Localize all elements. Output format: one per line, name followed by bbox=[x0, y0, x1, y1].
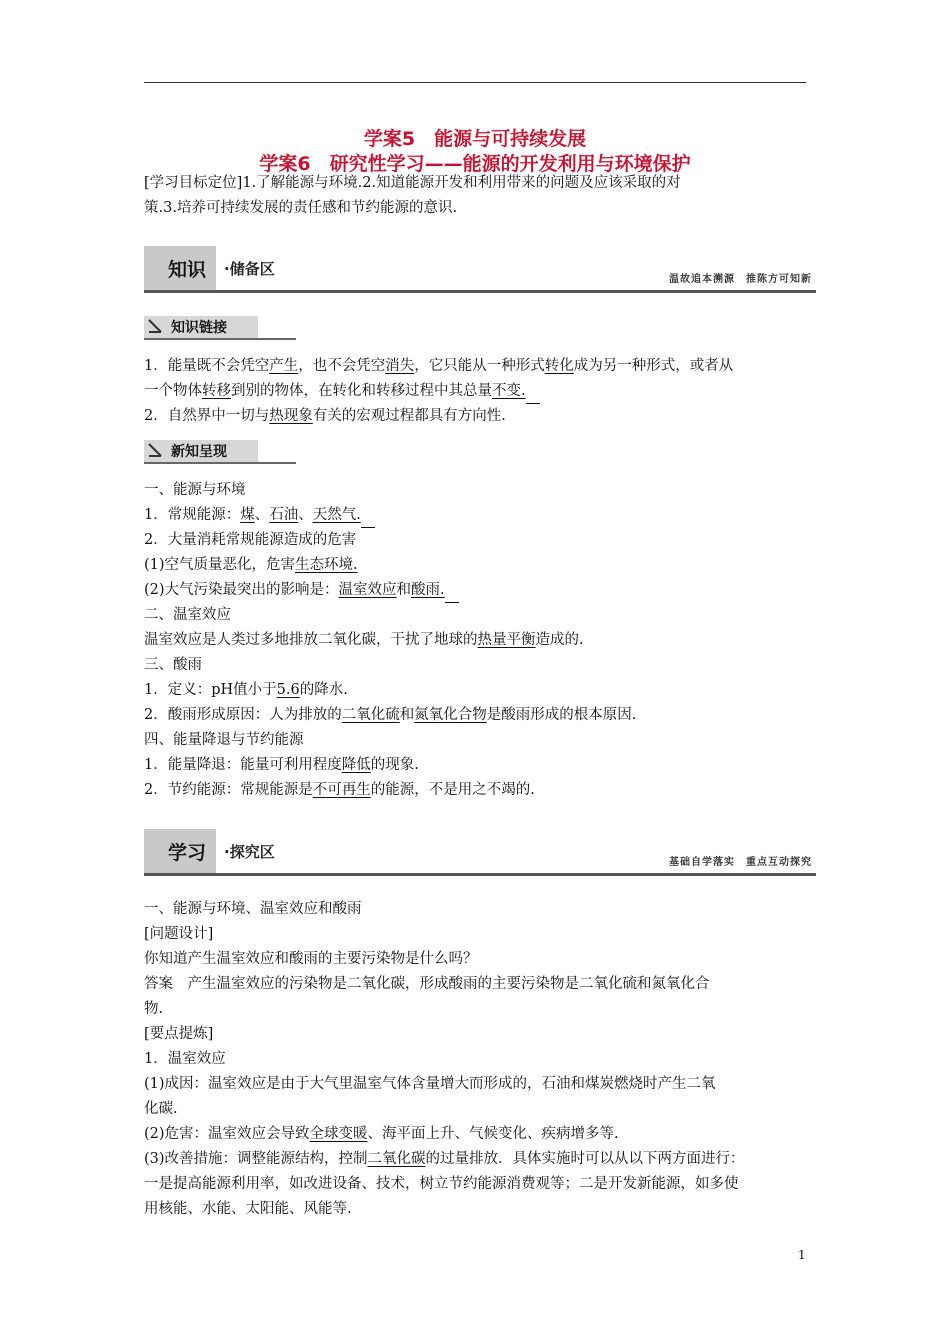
line-save-energy: 2．节约能源：常规能源是不可再生的能源，不是用之不竭的. bbox=[144, 782, 535, 798]
point-greenhouse: 1．温室效应 bbox=[144, 1051, 226, 1067]
diagonal-mark-icon bbox=[148, 319, 162, 333]
banner-subtitle: ·储备区 bbox=[224, 260, 275, 278]
subheading-label: 知识链接 bbox=[171, 320, 227, 336]
measures-line-1: (3)改善措施：调整能源结构，控制二氧化碳的过量排放．具体实施时可以从以下两方面进行： bbox=[144, 1151, 745, 1167]
answer-line-2: 物. bbox=[144, 1001, 164, 1017]
diagonal-mark-icon bbox=[148, 443, 162, 457]
subheading-new-knowledge bbox=[144, 440, 296, 464]
cause-line-1: (1)成因：温室效应是由于大气里温室气体含量增大而形成的，石油和煤炭燃烧时产生二氧 bbox=[144, 1076, 716, 1092]
measures-line-3: 用核能、水能、太阳能、风能等. bbox=[144, 1201, 352, 1217]
cause-line-2: 化碳. bbox=[144, 1101, 178, 1117]
line-pollution-impact: (2)大气污染最突出的影响是：温室效应和酸雨. bbox=[144, 578, 816, 603]
subheading-knowledge-link bbox=[144, 316, 296, 340]
line-air-quality: (1)空气质量恶化，危害生态环境. bbox=[144, 557, 358, 573]
banner-slogan: 基础自学落实 重点互动探究 bbox=[669, 857, 812, 868]
label-key-points: [要点提炼] bbox=[144, 1026, 214, 1042]
line-acid-cause: 2．酸雨形成原因：人为排放的二氧化硫和氮氧化合物是酸雨形成的根本原因. bbox=[144, 707, 637, 723]
explore-content bbox=[144, 897, 816, 1222]
link-para-1: 1．能量既不会凭空产生，也不会凭空消失，它只能从一种形式转化成为另一种形式，或者从 bbox=[144, 358, 734, 374]
banner-title: 知识 bbox=[168, 259, 207, 281]
objectives-line-2: 策.3.培养可持续发展的责任感和节约能源的意识. bbox=[144, 200, 458, 216]
section-banner-knowledge bbox=[144, 246, 816, 293]
banner-slogan: 温故追本溯源 推陈方可知新 bbox=[669, 274, 812, 285]
heading-energy-degradation: 四、能量降退与节约能源 bbox=[144, 732, 304, 748]
banner-title: 学习 bbox=[168, 842, 207, 864]
link-para-1-cont: 一个物体转移到别的物体，在转化和转移过程中其总量不变. bbox=[144, 379, 816, 404]
banner-subtitle: ·探究区 bbox=[224, 843, 275, 861]
page-number: 1 bbox=[798, 1248, 806, 1262]
new-knowledge-content bbox=[144, 478, 816, 803]
header-rule bbox=[144, 82, 806, 83]
objectives bbox=[144, 171, 816, 221]
heading-energy-environment: 一、能源与环境 bbox=[144, 482, 246, 498]
harm-line: (2)危害：温室效应会导致全球变暖、海平面上升、气候变化、疾病增多等. bbox=[144, 1126, 619, 1142]
heading-acid-rain: 三、酸雨 bbox=[144, 657, 202, 673]
question: 你知道产生温室效应和酸雨的主要污染物是什么吗？ bbox=[144, 951, 478, 967]
subheading-label: 新知呈现 bbox=[171, 444, 227, 460]
label-question-design: [问题设计] bbox=[144, 926, 214, 942]
knowledge-link-content bbox=[144, 354, 816, 429]
line-acid-def: 1．定义：pH值小于5.6的降水. bbox=[144, 682, 348, 698]
line-conventional-energy: 1．常规能源：煤、石油、天然气. bbox=[144, 503, 816, 528]
title-line-2: 学案6 研究性学习——能源的开发利用与环境保护 bbox=[259, 153, 691, 175]
line-greenhouse-def: 温室效应是人类过多地排放二氧化碳，干扰了地球的热量平衡造成的. bbox=[144, 632, 584, 648]
line-degradation: 1．能量降退：能量可利用程度降低的现象. bbox=[144, 757, 419, 773]
objectives-line-1: [学习目标定位]1.了解能源与环境.2.知道能源开发和利用带来的问题及应该采取的对 bbox=[144, 175, 681, 191]
answer-line-1: 答案 产生温室效应的污染物是二氧化碳，形成酸雨的主要污染物是二氧化硫和氮氧化合 bbox=[144, 976, 710, 992]
section-banner-study bbox=[144, 829, 816, 876]
heading-greenhouse: 二、温室效应 bbox=[144, 607, 231, 623]
measures-line-2: 一是提高能源利用率，如改进设备、技术，树立节约能源消费观等；二是开发新能源，如多使 bbox=[144, 1176, 739, 1192]
line-harm: 2．大量消耗常规能源造成的危害 bbox=[144, 532, 357, 548]
link-para-2: 2．自然界中一切与热现象有关的宏观过程都具有方向性. bbox=[144, 408, 506, 424]
title-line-1: 学案5 能源与可持续发展 bbox=[363, 128, 587, 150]
heading-explore: 一、能源与环境、温室效应和酸雨 bbox=[144, 901, 362, 917]
